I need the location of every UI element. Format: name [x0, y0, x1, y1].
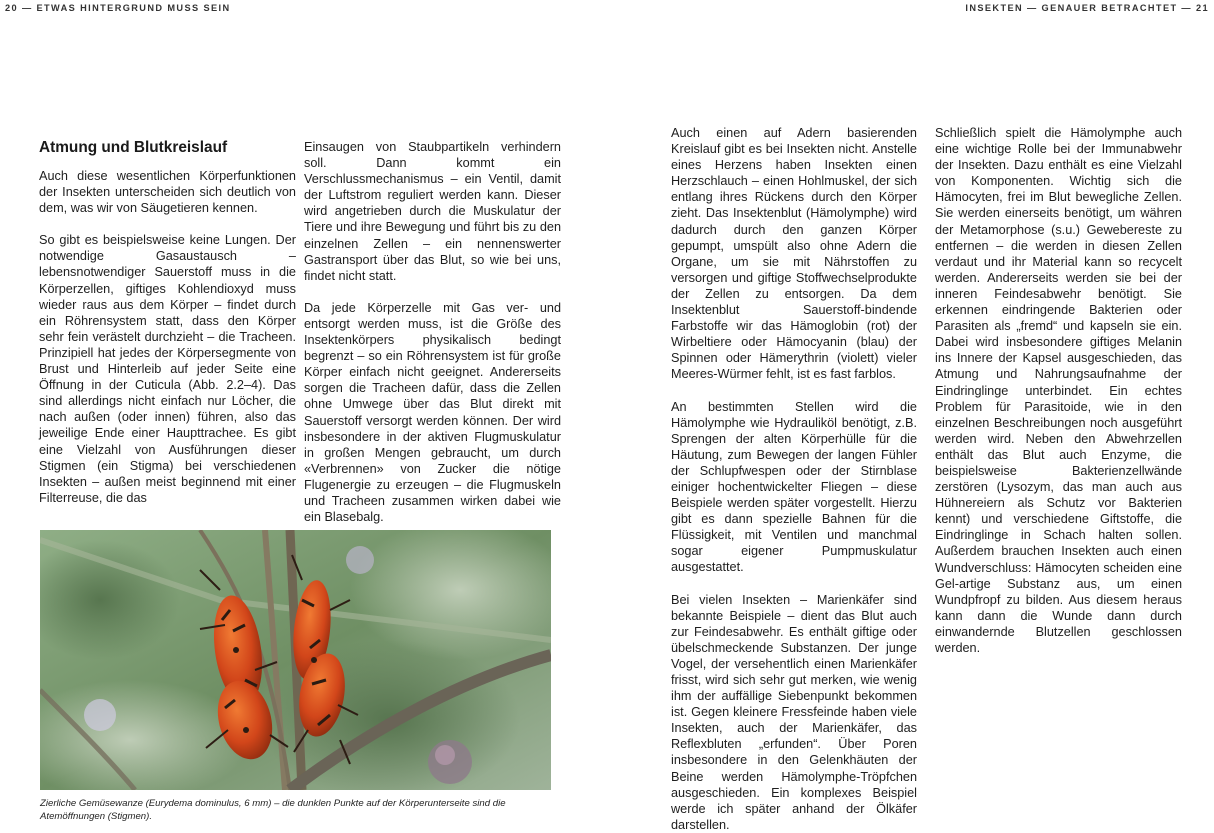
bug-photo [40, 530, 551, 790]
running-header-right: INSEKTEN — GENAUER BETRACHTET — 21 [965, 3, 1209, 13]
paragraph: An bestimmten Stellen wird die Hämolymphe wie Hydrauliköl benötigt, z.B. Sprengen der alten Körperhülle für die Häutung, zum Bewegen der langen Fühler der Schlupfwespen oder der Stirnblase einiger hochentwickelter Fliegen – diese Beispiele werden später vorgestellt. Hierzu gibt es dann spezielle Bahnen für die Flüssigkeit, mit Ventilen und manchmal sogar eigener Pumpmuskulatur ausgestattet. [671, 399, 917, 575]
text-column-2 [304, 139, 561, 525]
section-heading: Atmung und Blutkreislauf [39, 139, 228, 156]
paragraph: Schließlich spielt die Hämolymphe auch eine wichtige Rolle bei der Immunabwehr der Insekten. Dazu enthält es eine Vielzahl von Komponenten. Wichtig sich die Hämocyten, frei im Blut bewegliche Zellen. Sie werden einerseits benötigt, um währen der Metamorphose (s.u.) Gewebereste zu entfernen – die werden in diesen Zellen verdaut und ihr Material kann so recycelt werden. Andererseits werden sie bei der inneren Feindesabwehr benötigt. Sie erkennen eindringende Bakterien oder Parasiten als „fremd“ und kapseln sie ein. Dabei wird insbesondere giftiges Melanin ins Innere der Kapsel ausgeschieden, das Atmung und Nahrungsaufnahme der Eindringlinge unterbindet. Ein echtes Problem für Parasitoide, wie in den einzelnen Beschreibungen noch ausgeführt werden wird. Neben den Abwehrzellen enthält das Blut auch Enzyme, die beispielsweise Bakterienzellwände zerstören (Lysozym, das man auch aus Hühnereiern als Schutz vor Bakterien kennt) und verschiedene Giftstoffe, die Eindringlinge in Schach halten sollen. Außerdem brauchen Insekten auch einen Wundverschluss: Hämocyten scheiden eine Gel-artige Substanz aus, um einen Wundpfropf zu bilden. Aus diesem heraus kann dann die Wunde dann durch einwandernde Blutzellen geschlossen werden. [935, 126, 1182, 655]
shield-bug-photo-icon [40, 530, 551, 790]
paragraph: Auch einen auf Adern basierenden Kreislauf gibt es bei Insekten nicht. Anstelle eines Herzens haben Insekten einen Herzschlauch – einen Hohlmuskel, der sich entlang ihres Rückens durch den Körper zieht. Das Insektenblut (Hämolymphe) wird dadurch durch den ganzen Körper gepumpt, umspült also ohne Adern die Organe, um sie mit Nährstoffen zu versorgen und giftige Stoffwechselprodukte der Zellen zu entsorgen. Da dem Insektenblut Sauerstoff-bindende Farbstoffe wir das Hämoglobin (rot) der Wirbeltiere oder Hämocyanin (blau) der Spinnen oder Hämerythrin (violett) vieler Meeres-Würmer fehlt, ist es fast farblos. [671, 126, 917, 382]
running-header-left: 20 — ETWAS HINTERGRUND MUSS SEIN [5, 3, 231, 13]
text-column-3 [671, 125, 917, 833]
paragraph: Auch diese wesentlichen Körperfunktionen der Insekten unterscheiden sich deutlich von dem, was wir von Säugetieren kennen. [39, 169, 296, 216]
paragraph: So gibt es beispielsweise keine Lungen. Der notwendige Gasaustausch – lebensnotwendiger Sauerstoff muss in die Körperzellen, giftiges Kohlendioxyd muss wieder raus aus dem Körper – findet durch ein Röhrensystem statt, dass den Körper sehr fein verästelt durchzieht – die Tracheen. Prinzipiell hat jedes der Körpersegmente von Brust und Hinterleib auf jeder Seite eine Öffnung in der Cuticula (Abb. 2.2–4). Das sind allerdings nicht einfach nur Löcher, die nach außen (oder innen) führen, also das jeweilige Ende einer Haupttrachee. Es gibt eine Vielzahl von Ausführungen dieser Stigmen (ein Stigma) bei verschiedenen Insekten – außen meist beginnend mit einer Filterreuse, die das [39, 233, 296, 505]
paragraph: Da jede Körperzelle mit Gas ver- und entsorgt werden muss, ist die Größe des Insektenkörpers physikalisch bedingt begrenzt – so ein Röhrensystem ist für große Körper einfach nicht geeignet. Andererseits sorgen die Tracheen dafür, dass die Zellen ohne Umwege über das Blut direkt mit Sauerstoff versorgt werden können. Der wird insbesondere in der aktiven Flugmuskulatur in großen Mengen gebraucht, um durch «Verbrennen» von Zucker die nötige Flugenergie zu erzeugen – die Flugmuskeln und Tracheen zusammen wirken dabei wie ein Blasebalg. [304, 300, 561, 525]
figure-caption: Zierliche Gemüsewanze (Eurydema dominulus, 6 mm) – die dunklen Punkte auf der Körperunterseite sind die Atemöffnungen (Stigmen). [40, 798, 506, 822]
text-column-1 [39, 139, 296, 506]
paragraph: Bei vielen Insekten – Marienkäfer sind bekannte Beispiele – dient das Blut auch zur Feindesabwehr. Es enthält giftige oder übelschmeckende Substanzen. Der junge Vogel, der versehentlich einen Marienkäfer frisst, wird sich sehr gut merken, wie wenig ihm der auffällige Siebenpunkt bekommen ist. Gegen kleinere Fressfeinde haben viele Insekten, auch der Marienkäfer, das Reflexbluten „erfunden“. Über Poren insbesondere in den Gelenkhäuten der Beine werden Hämolymphe-Tröpfchen ausgeschieden. Ein komplexes Beispiel werde ich später anhand der Ölkäfer darstellen. [671, 592, 917, 832]
paragraph: Einsaugen von Staubpartikeln verhindern soll. Dann kommt ein Verschlussmechanismus – ein Ventil, damit der Luftstrom reguliert werden kann. Dieser wird angetrieben durch die Muskulatur der Tiere und ihre Bewegung und führt bis zu den einzelnen Zellen – ein nennenswerter Gastransport über das Blut, so wie bei uns, findet nicht statt. [304, 140, 561, 283]
text-column-4 [935, 125, 1182, 656]
